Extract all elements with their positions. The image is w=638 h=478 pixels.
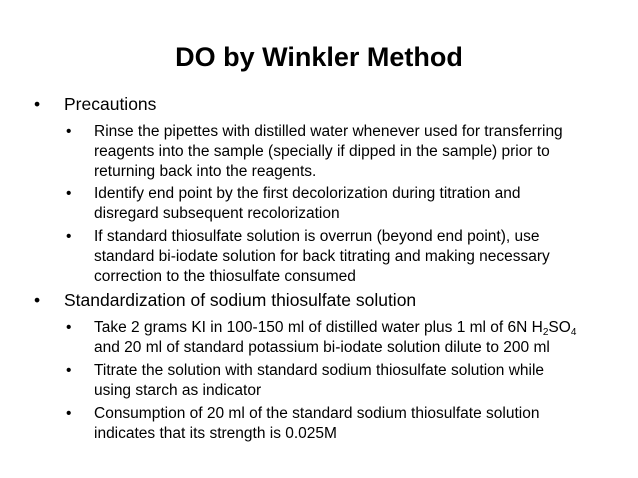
- list-item-text: [94, 361, 606, 401]
- text-line: Rinse the pipettes with distilled water whenever used for transferring: [94, 123, 563, 140]
- section-heading: Precautions: [64, 94, 157, 114]
- text-fragment: Take 2 grams KI in 100-150 ml of distilled water plus 1 ml of 6N H: [94, 319, 543, 336]
- bullet-icon: •: [66, 228, 72, 245]
- text-line: using starch as indicator: [94, 382, 262, 399]
- text-line: returning back into the reagents.: [94, 163, 317, 180]
- list-item-text: [94, 318, 606, 358]
- subscript: 2: [542, 327, 549, 338]
- slide-title: DO by Winkler Method: [175, 42, 463, 72]
- list-item-text: [94, 227, 606, 287]
- bullet-icon: •: [34, 94, 41, 114]
- bullet-icon: •: [34, 290, 41, 310]
- text-line: Identify end point by the first decolorization during titration and: [94, 185, 521, 202]
- subscript: 4: [570, 327, 577, 338]
- text-line: [94, 318, 606, 338]
- text-line: reagents into the sample (specially if dipped in the sample) prior to: [94, 143, 550, 160]
- text-line: disregard subsequent recolorization: [94, 205, 340, 222]
- list-item-text: [94, 184, 606, 224]
- text-line: and 20 ml of standard potassium bi-iodate solution dilute to 200 ml: [94, 339, 550, 356]
- text-line: Consumption of 20 ml of the standard sodium thiosulfate solution: [94, 405, 540, 422]
- bullet-icon: •: [66, 319, 72, 336]
- bullet-icon: •: [66, 185, 72, 202]
- bullet-icon: •: [66, 362, 72, 379]
- text-line: indicates that its strength is 0.025M: [94, 425, 337, 442]
- text-line: If standard thiosulfate solution is overrun (beyond end point), use: [94, 228, 540, 245]
- list-item-text: [94, 122, 606, 182]
- text-line: correction to the thiosulfate consumed: [94, 268, 356, 285]
- bullet-icon: •: [66, 405, 72, 422]
- text-line: standard bi-iodate solution for back titrating and making necessary: [94, 248, 550, 265]
- text-fragment: SO: [548, 319, 571, 336]
- list-item-text: [94, 404, 606, 444]
- bullet-icon: •: [66, 123, 72, 140]
- text-line: Titrate the solution with standard sodium thiosulfate solution while: [94, 362, 545, 379]
- section-heading: Standardization of sodium thiosulfate solution: [64, 290, 417, 310]
